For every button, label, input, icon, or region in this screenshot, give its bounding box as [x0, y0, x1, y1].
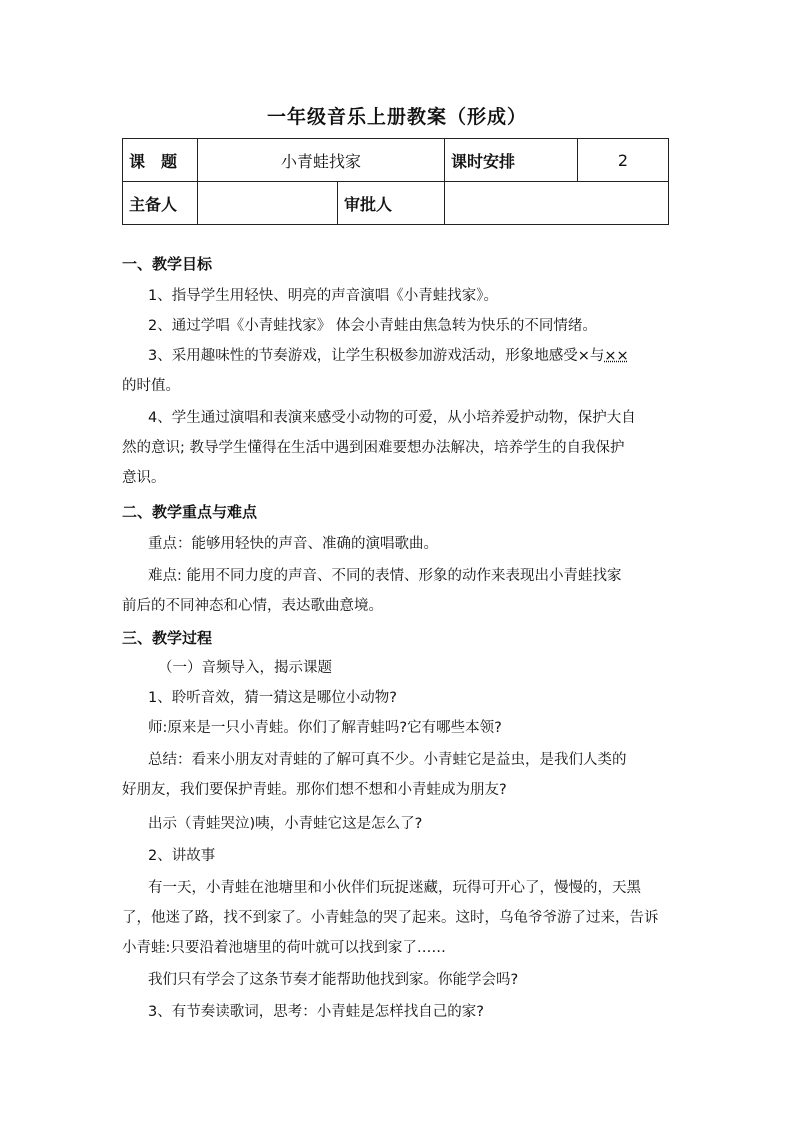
step-1: 1、聆听音效，猜一猜这是哪位小动物?: [148, 690, 397, 706]
hours-label: 课时安排: [445, 139, 578, 182]
keypoints-heading: 二、教学重点与难点: [122, 503, 258, 521]
rhythm-mark: ××: [604, 348, 629, 364]
document-title: 一年级音乐上册教案（形成）: [266, 106, 527, 128]
topic-label: 课 题: [123, 139, 198, 182]
preparer-label: 主备人: [123, 182, 198, 225]
objective-3-line-2: 的时值。: [122, 378, 180, 394]
objective-3-line-1: [148, 346, 704, 366]
difficult-point-line-2: 前后的不同神态和心情，表达歌曲意境。: [122, 598, 383, 614]
preparer-value: [198, 182, 338, 225]
teacher-line: 师:原来是一只小青蛙。你们了解青蛙吗?它有哪些本领?: [148, 720, 502, 736]
story-line-3: 小青蛙:只要沿着池塘里的荷叶就可以找到家了……: [122, 940, 446, 956]
process-sub-1: （一）音频导入，揭示课题: [158, 660, 332, 676]
topic-value: 小青蛙找家: [198, 139, 445, 182]
objective-4-line-3: 意识。: [122, 470, 166, 486]
step-2: 2、讲故事: [148, 848, 216, 864]
approver-label: 审批人: [338, 182, 445, 225]
summary-line-1: 总结：看来小朋友对青蛙的了解可真不少。小青蛙它是益虫，是我们人类的: [148, 752, 627, 768]
objective-1: 1、指导学生用轻快、明亮的声音演唱《小青蛙找家》。: [148, 288, 498, 304]
info-table: [122, 138, 669, 225]
show-line: 出示（青蛙哭泣)咦，小青蛙它这是怎么了?: [148, 816, 423, 832]
hours-value: 2: [578, 139, 669, 182]
story-line-1: 有一天，小青蛙在池塘里和小伙伴们玩捉迷藏，玩得可开心了，慢慢的，天黑: [148, 880, 641, 896]
process-heading: 三、教学过程: [122, 629, 213, 647]
objective-4-line-2: 然的意识; 教导学生懂得在生活中遇到困难要想办法解决，培养学生的自我保护: [122, 440, 625, 456]
approver-value: [445, 182, 669, 225]
objective-2: 2、通过学唱《小青蛙找家》 体会小青蛙由焦急转为快乐的不同情绪。: [148, 318, 597, 334]
story-line-2: 了，他迷了路，找不到家了。小青蛙急的哭了起来。这时，乌龟爷爷游了过来，告诉: [122, 910, 659, 926]
objective-4-line-1: 4、学生通过演唱和表演来感受小动物的可爱，从小培养爱护动物，保护大自: [148, 410, 636, 426]
objectives-heading: 一、教学目标: [122, 255, 213, 273]
info-row-topic: [123, 139, 669, 182]
difficult-point-line-1: 难点: 能用不同力度的声音、不同的表情、形象的动作来表现出小青蛙找家: [148, 568, 622, 584]
key-point: 重点：能够用轻快的声音、准确的演唱歌曲。: [148, 536, 438, 552]
summary-line-2: 好朋友，我们要保护青蛙。那你们想不想和小青蛙成为朋友?: [122, 782, 507, 798]
learn-line: 我们只有学会了这条节奏才能帮助他找到家。你能学会吗?: [148, 972, 519, 988]
step-3: 3、有节奏读歌词，思考：小青蛙是怎样找自己的家?: [148, 1004, 484, 1020]
objective-3-text: 3、采用趣味性的节奏游戏，让学生积极参加游戏活动，形象地感受×与: [148, 348, 605, 364]
info-row-staff: [123, 182, 669, 225]
